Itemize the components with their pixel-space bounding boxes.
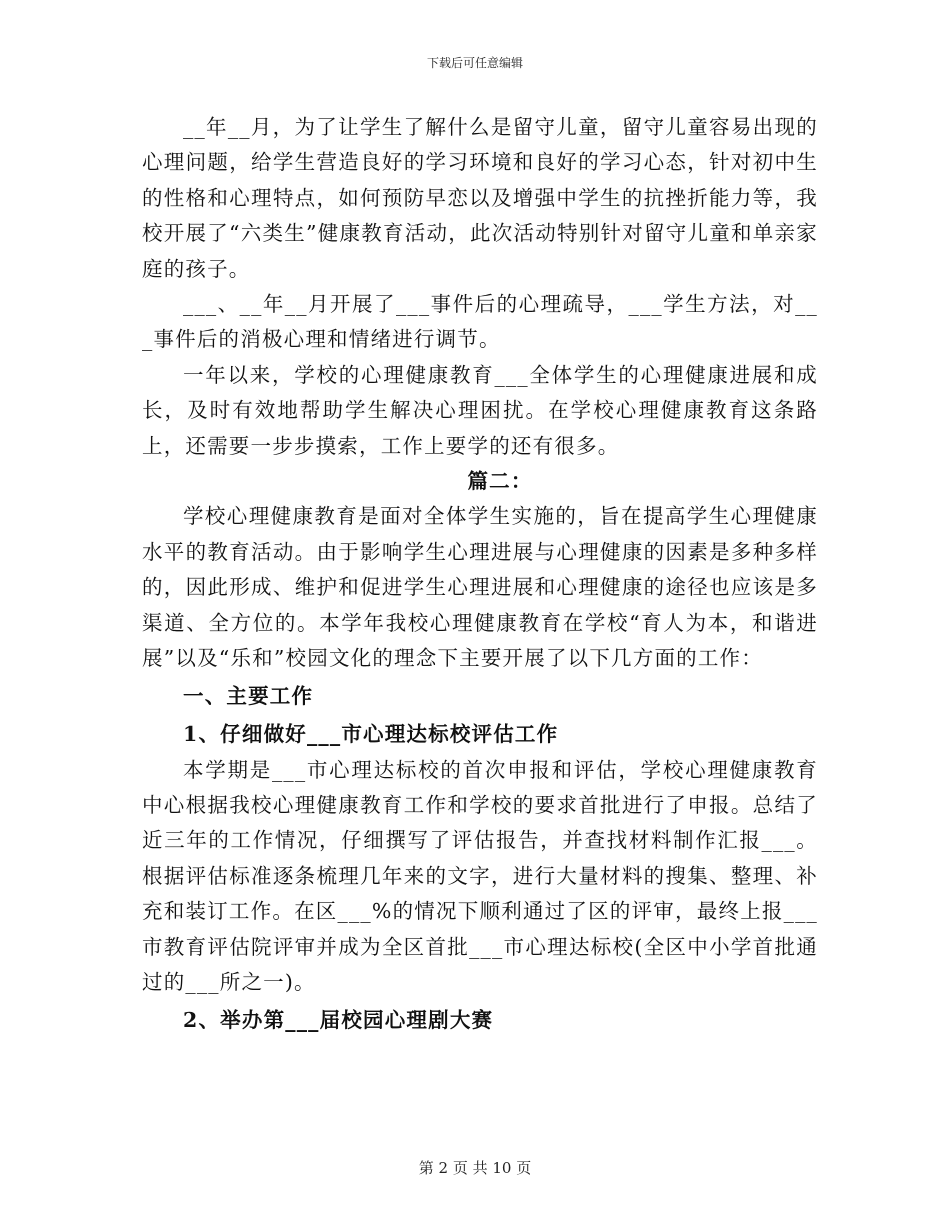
heading-item-1: 1、仔细做好___市心理达标校评估工作: [183, 721, 559, 746]
page-header-note: 下载后可任意编辑: [426, 56, 523, 70]
document-body: [142, 110, 818, 1040]
section-title: 篇二：: [467, 469, 533, 494]
heading-item-2: 2、举办第___届校园心理剧大赛: [183, 1008, 494, 1033]
paragraph-4: 学校心理健康教育是面对全体学生实施的，旨在提高学生心理健康水平的教育活动。由于影响学生心理进展与心理健康的因素是多种多样的，因此形成、维护和促进学生心理进展和心理健康的途径也应该是多渠道、全方位的。本学年我校心理健康教育在学校“育人为本，和谐进展”以及“乐和”校园文化的理念下主要开展了以下几方面的工作：: [142, 504, 818, 671]
paragraph-1: __年__月，为了让学生了解什么是留守儿童，留守儿童容易出现的心理问题，给学生营造良好的学习环境和良好的学习心态，针对初中生的性格和心理特点，如何预防早恋以及增强中学生的抗挫折能力等，我校开展了“六类生”健康教育活动，此次活动特别针对留守儿童和单亲家庭的孩子。: [142, 115, 818, 281]
paragraph-5: 本学期是___市心理达标校的首次申报和评估，学校心理健康教育中心根据我校心理健康教育工作和学校的要求首批进行了申报。总结了近三年的工作情况，仔细撰写了评估报告，并查找材料制作汇报___。根据评估标准逐条梳理几年来的文字，进行大量材料的搜集、整理、补充和装订工作。在区___%的情况下顺利通过了区的评审，最终上报___市教育评估院评审并成为全区首批___市心理达标校(全区中小学首批通过的___所之一)。: [142, 757, 818, 994]
paragraph-3: 一年以来，学校的心理健康教育___全体学生的心理健康进展和成长，及时有效地帮助学生解决心理困扰。在学校心理健康教育这条路上，还需要一步步摸索，工作上要学的还有很多。: [142, 362, 818, 458]
paragraph-2: ___、__年__月开展了___事件后的心理疏导，___学生方法，对___事件后的消极心理和情绪进行调节。: [142, 292, 818, 352]
page-number: 第 2 页 共 10 页: [418, 1159, 532, 1177]
heading-main-work: 一、主要工作: [183, 683, 314, 708]
